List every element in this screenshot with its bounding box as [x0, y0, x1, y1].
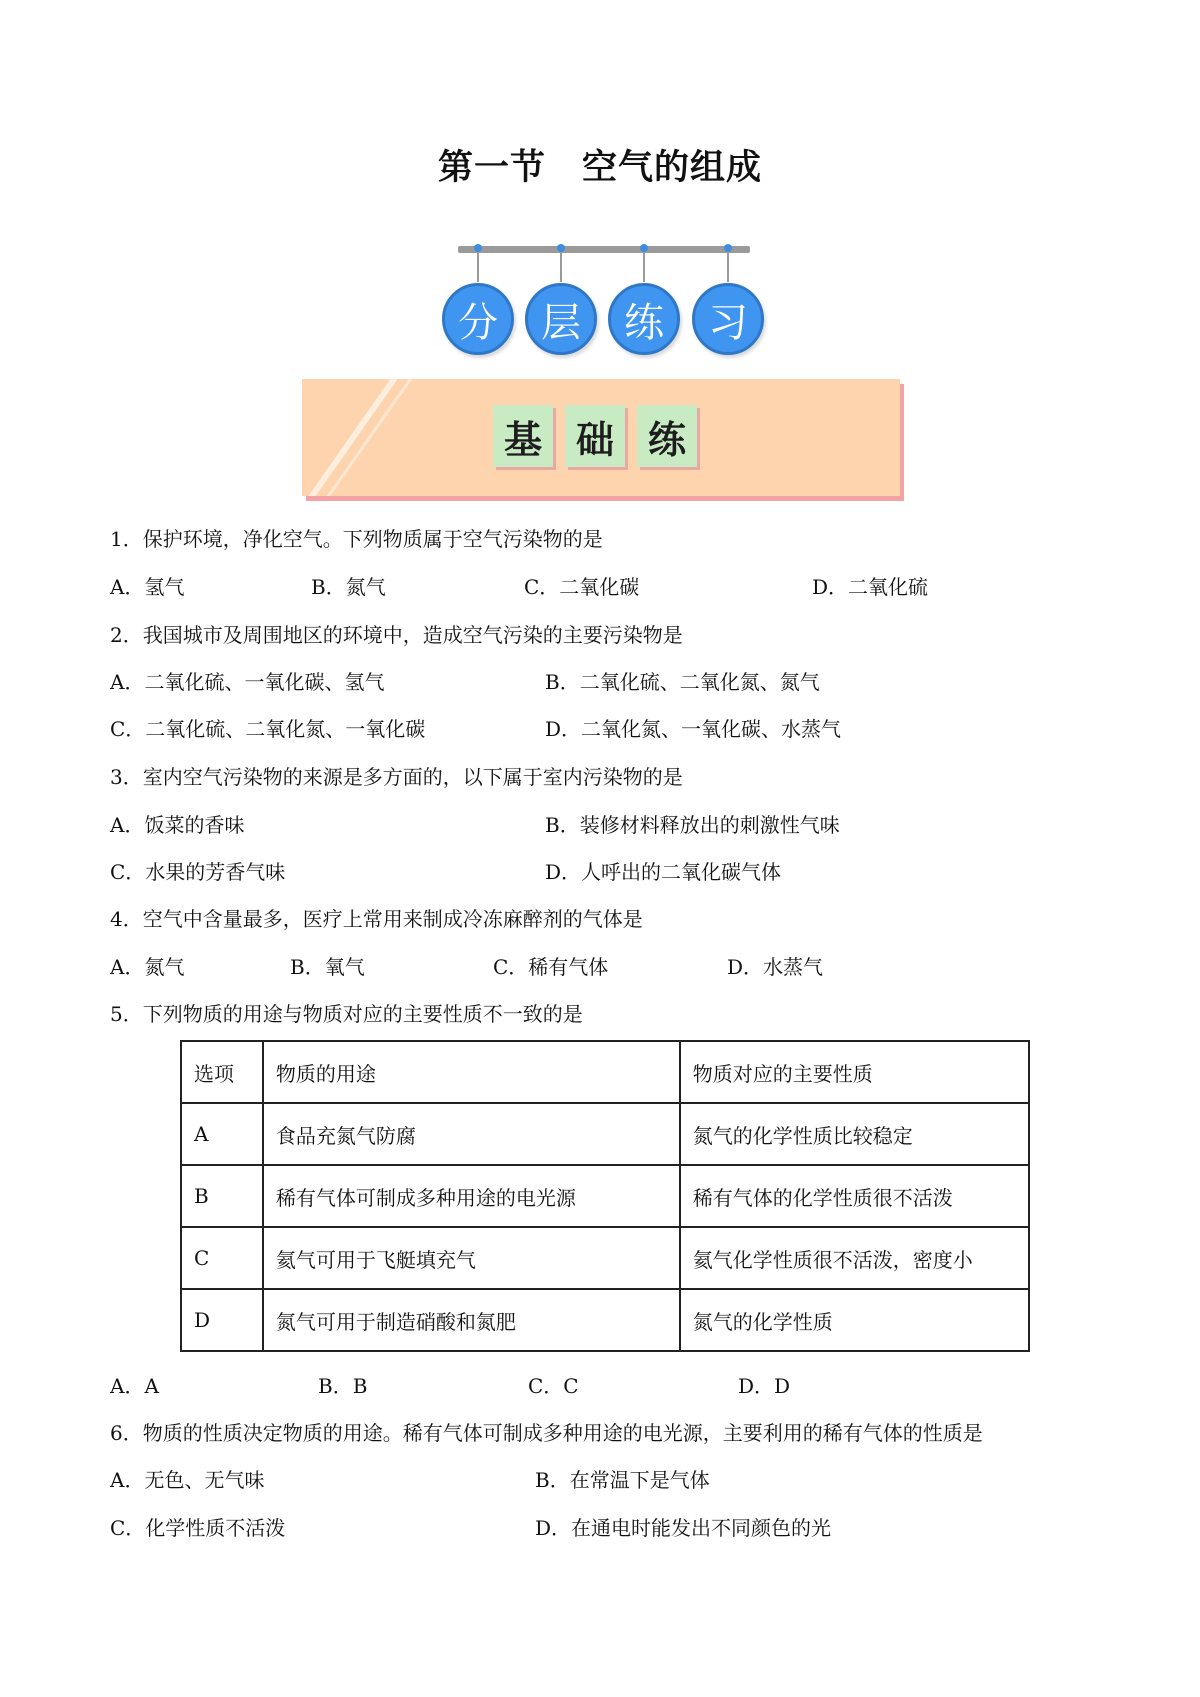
question-1-stem: 1．保护环境，净化空气。下列物质属于空气污染物的是	[110, 527, 603, 551]
question-5-option-d: D．D	[738, 1374, 791, 1398]
question-4-stem: 4．空气中含量最多，医疗上常用来制成冷冻麻醉剂的气体是	[110, 907, 643, 931]
question-6-option-b: B．在常温下是气体	[535, 1468, 710, 1492]
banner-dot	[724, 244, 732, 252]
question-1-option-a: A．氢气	[110, 575, 185, 599]
banner-circle-4: 习	[692, 283, 764, 355]
banner-string	[560, 250, 562, 282]
banner-string	[643, 250, 645, 282]
section-tile-3: 练	[637, 405, 697, 467]
question-5-option-c: C．C	[528, 1374, 579, 1398]
question-3-stem: 3．室内空气污染物的来源是多方面的，以下属于室内污染物的是	[110, 765, 683, 789]
table-header-cell: 物质的用途	[263, 1041, 680, 1103]
question-2-option-c: C．二氧化硫、二氧化氮、一氧化碳	[110, 717, 426, 741]
question-5-stem: 5．下列物质的用途与物质对应的主要性质不一致的是	[110, 1002, 583, 1026]
banner-circle-1: 分	[442, 283, 514, 355]
table-row	[181, 1165, 1029, 1227]
table-cell: D	[181, 1289, 263, 1351]
question-6-stem: 6．物质的性质决定物质的用途。稀有气体可制成多种用途的电光源，主要利用的稀有气体的性质是	[110, 1421, 983, 1445]
table-cell: 氮气的化学性质比较稳定	[680, 1103, 1029, 1165]
question-3-option-c: C．水果的芳香气味	[110, 860, 286, 884]
table-cell: A	[181, 1103, 263, 1165]
title-part1: 第一节	[437, 148, 546, 188]
question-4-option-a: A．氮气	[110, 955, 185, 979]
question-4-option-b: B．氧气	[290, 955, 365, 979]
section-tile-2: 础	[565, 405, 625, 467]
table-row	[181, 1227, 1029, 1289]
banner-dot	[557, 244, 565, 252]
page-title	[0, 140, 1200, 190]
banner-dot	[640, 244, 648, 252]
question-3-option-a: A．饭菜的香味	[110, 813, 245, 837]
question-5-option-b: B．B	[318, 1374, 368, 1398]
title-part2: 空气的组成	[582, 148, 763, 188]
panel-shine	[302, 379, 399, 496]
question-6-option-d: D．在通电时能发出不同颜色的光	[535, 1516, 832, 1540]
table-cell: 稀有气体的化学性质很不活泼	[680, 1165, 1029, 1227]
question-1-option-b: B．氮气	[311, 575, 386, 599]
table-row	[181, 1103, 1029, 1165]
table-cell: 氮气可用于制造硝酸和氮肥	[263, 1289, 680, 1351]
question-2-option-a: A．二氧化硫、一氧化碳、氢气	[110, 670, 385, 694]
question-6-option-a: A．无色、无气味	[110, 1468, 265, 1492]
banner-string	[477, 250, 479, 282]
question-2-option-d: D．二氧化氮、一氧化碳、水蒸气	[545, 717, 842, 741]
question-1-option-d: D．二氧化硫	[812, 575, 929, 599]
banner-string	[727, 250, 729, 282]
table-row	[181, 1289, 1029, 1351]
table-header-cell: 选项	[181, 1041, 263, 1103]
table-cell: B	[181, 1165, 263, 1227]
question-5-table	[180, 1040, 1030, 1352]
banner-circle-2: 层	[525, 283, 597, 355]
banner-circle-3: 练	[608, 283, 680, 355]
banner-dot	[474, 244, 482, 252]
question-3-option-d: D．人呼出的二氧化碳气体	[545, 860, 782, 884]
question-3-option-b: B．装修材料释放出的刺激性气味	[545, 813, 840, 837]
question-4-option-d: D．水蒸气	[727, 955, 824, 979]
question-4-option-c: C．稀有气体	[493, 955, 609, 979]
table-header-row	[181, 1041, 1029, 1103]
table-cell: C	[181, 1227, 263, 1289]
question-6-option-c: C．化学性质不活泼	[110, 1516, 286, 1540]
table-cell: 食品充氮气防腐	[263, 1103, 680, 1165]
question-1-option-c: C．二氧化碳	[524, 575, 640, 599]
section-tile-1: 基	[493, 405, 553, 467]
table-cell: 氦气化学性质很不活泼，密度小	[680, 1227, 1029, 1289]
table-cell: 氦气可用于飞艇填充气	[263, 1227, 680, 1289]
table-header-cell: 物质对应的主要性质	[680, 1041, 1029, 1103]
table-cell: 氮气的化学性质	[680, 1289, 1029, 1351]
banner-bar	[458, 246, 750, 253]
table-cell: 稀有气体可制成多种用途的电光源	[263, 1165, 680, 1227]
question-5-option-a: A．A	[110, 1374, 159, 1398]
question-2-option-b: B．二氧化硫、二氧化氮、氮气	[545, 670, 820, 694]
question-2-stem: 2．我国城市及周围地区的环境中，造成空气污染的主要污染物是	[110, 623, 683, 647]
